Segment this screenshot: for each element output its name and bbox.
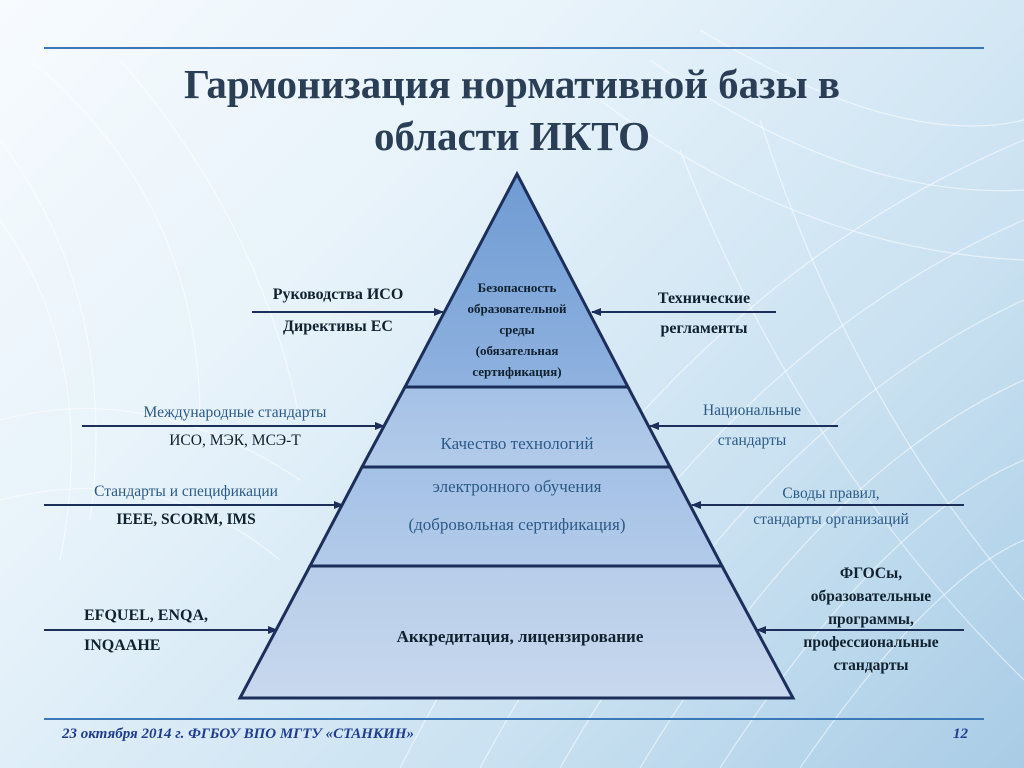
slide-number: 12: [953, 726, 968, 742]
left-label-3a: Стандарты и спецификации: [94, 483, 278, 500]
right-label-4-line-3: программы,: [828, 611, 914, 628]
footer-date-org: 23 октября 2014 г. ФГБОУ ВПО МГТУ «СТАНКИН»: [62, 726, 414, 742]
title-line-1: Гармонизация нормативной базы в: [183, 61, 841, 107]
left-label-2b: ИСО, МЭК, МСЭ-Т: [169, 432, 301, 449]
right-label-4-line-5: стандарты: [833, 657, 909, 674]
right-label-1a: Технические: [657, 290, 751, 307]
middle-text-line-1: Качество технологий: [440, 434, 594, 453]
apex-line-3: среды: [499, 322, 535, 337]
pyramid-upper-middle-tier: [362, 387, 670, 467]
right-label-4-line-1: ФГОСы,: [839, 565, 903, 582]
apex-text: [442, 277, 592, 382]
left-label-4b: INQAAHE: [84, 637, 161, 654]
right-label-3a: Своды правил,: [782, 485, 880, 502]
middle-text-line-3: (добровольная сертификация): [408, 515, 626, 534]
base-text: Аккредитация, лицензирование: [396, 627, 644, 646]
left-label-1b: Директивы ЕС: [283, 318, 393, 335]
apex-line-5: сертификация): [472, 364, 562, 379]
right-label-4: [776, 562, 966, 677]
right-label-3b: стандарты организаций: [753, 511, 909, 528]
left-label-4a: EFQUEL, ENQA,: [84, 607, 209, 624]
right-label-4-line-4: профессиональные: [803, 634, 939, 651]
apex-line-1: Безопасность: [477, 280, 557, 295]
apex-line-4: (обязательная: [475, 343, 559, 358]
apex-line-2: образовательной: [467, 301, 567, 316]
left-label-2a: Международные стандарты: [143, 404, 327, 421]
left-label-1a: Руководства ИСО: [272, 286, 404, 303]
right-label-2a: Национальные: [702, 402, 802, 419]
right-label-4-line-2: образовательные: [810, 588, 932, 605]
right-label-1b: регламенты: [660, 320, 748, 337]
left-label-3b: IEEE, SCORM, IMS: [116, 511, 256, 528]
middle-text-line-2: электронного обучения: [432, 477, 602, 496]
right-label-2b: стандарты: [717, 432, 787, 449]
title-line-2: области ИКТО: [373, 113, 650, 159]
